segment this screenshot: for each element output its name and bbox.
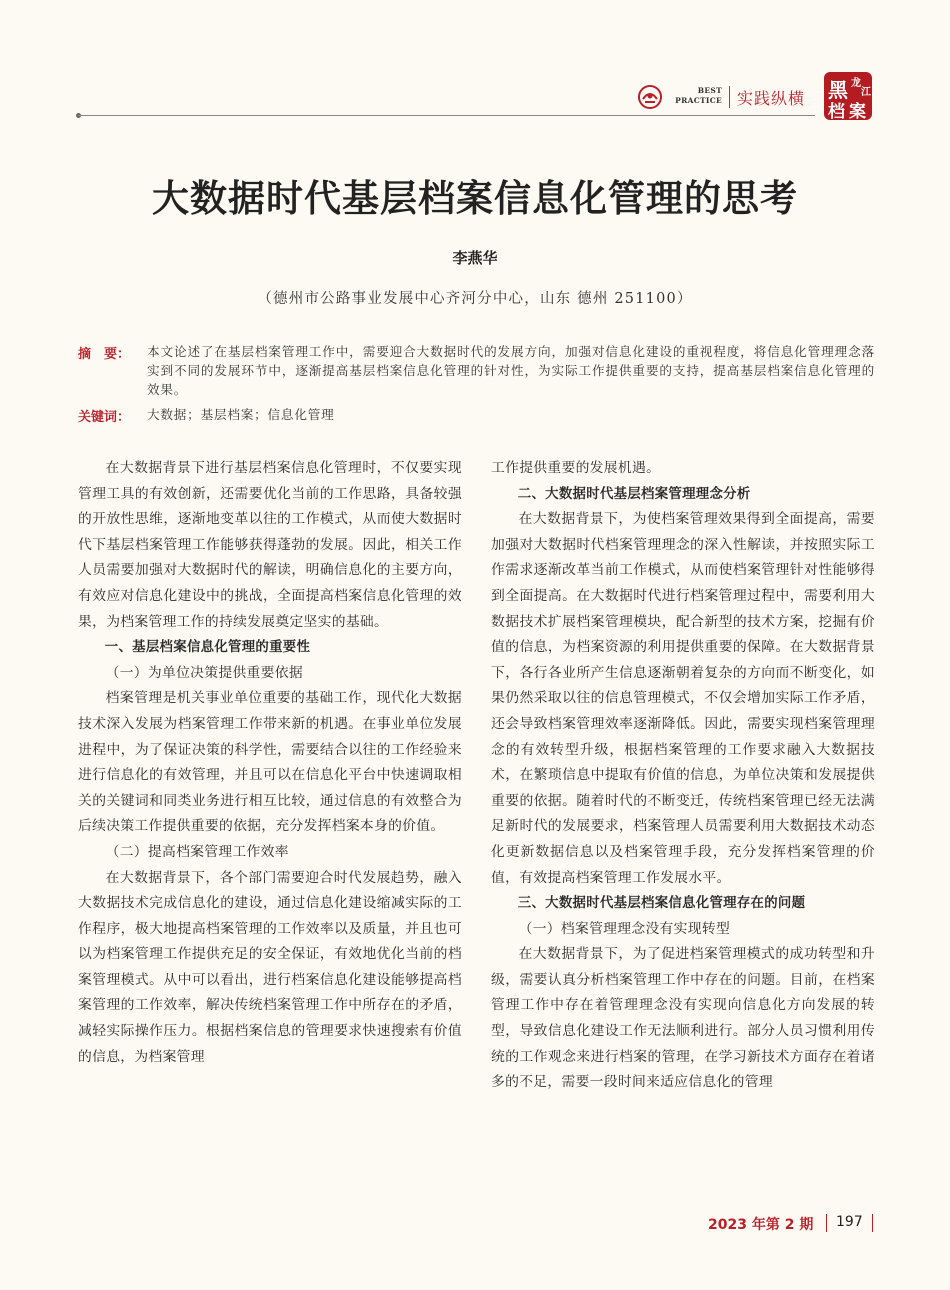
section-name: 实践纵横 (737, 89, 806, 108)
issue-label: 2023 年第 2 期 (708, 1217, 814, 1233)
best-practice-label (668, 86, 722, 106)
paragraph: 在大数据背景下，为使档案管理效果得到全面提高，需要加强对大数据时代档案管理理念的深入性解读，并按照实际工作需求逐渐改革当前工作模式，从而使档案管理针对性能够得到全面提高。在大数据时代进行档案管理过程中，需要利用大数据技术扩展档案管理模块，配合新型的技术方案，挖掘有价值的信息，为档案资源的利用提供重要的保障。在大数据背景下，各行各业所产生信息逐渐朝着复杂的方向而不断变化，如果仍然采取以往的信息管理模式，不仅会增加实际工作矛盾，还会导致档案管理效率逐渐降低。因此，需要实现档案管理理念的有效转型升级，根据档案管理的工作要求融入大数据技术，在繁琐信息中提取有价值的信息，为单位决策和发展提供重要的依据。随着时代的不断变迁，传统档案管理已经无法满足新时代的发展要求，档案管理人员需要利用大数据技术动态化更新数据信息以及档案管理手段，充分发挥档案管理的价值，有效提高档案管理工作发展水平。 (491, 511, 875, 886)
paragraph: 在大数据背景下，为了促进档案管理模式的成功转型和升级，需要认真分析档案管理工作中存在的问题。目前，在档案管理工作中存在着管理理念没有实现向信息化方向发展的转型，导致信息化建设工作无法顺利进行。部分人员习惯利用传统的工作观念来进行档案的管理，在学习新技术方面存在着诸多的不足，需要一段时间来适应信息化的管理 (491, 946, 875, 1091)
subsection-heading: （二）提高档案管理工作效率 (105, 843, 289, 860)
seal-char-2: 龙 (851, 78, 861, 89)
subsection-heading: （一）为单位决策提供重要依据 (105, 664, 303, 681)
author-affiliation: （德州市公路事业发展中心齐河分中心，山东 德州 251100） (257, 291, 693, 307)
best-line: BEST (697, 86, 722, 95)
seal-char-4: 档 (828, 102, 845, 122)
section-divider (729, 86, 730, 108)
keywords-label: 关键词： (78, 410, 131, 425)
abstract-text: 本文论述了在基层档案管理工作中，需要迎合大数据时代的发展方向，加强对信息化建设的重视程度，将信息化管理理念落实到不同的发展环节中，逐渐提高基层档案信息化管理的针对性，为实际工作提供重要的支持，提高基层档案信息化管理的效果。 (147, 344, 875, 397)
subsection-heading: （一）档案管理理念没有实现转型 (518, 920, 731, 937)
journal-seal-logo (824, 72, 872, 120)
body-right-column (491, 456, 875, 1096)
section-heading: 三、大数据时代基层档案信息化管理存在的问题 (517, 896, 806, 912)
page-number: 197 (836, 1214, 863, 1230)
header-rule (78, 115, 815, 116)
footer-divider-end (872, 1214, 873, 1232)
paragraph: 在大数据背景下，各个部门需要迎合时代发展趋势，融入大数据技术完成信息化的建设，通过信息化建设缩减实际的工作程序，极大地提高档案管理的工作效率以及质量，并且也可以为档案管理工作提供充足的安全保证，有效地优化当前的档案管理模式。从中可以看出，进行档案信息化建设能够提高档案管理的工作效率，解决传统档案管理工作中所存在的矛盾，减轻实际操作压力。根据档案信息的管理要求快速搜索有价值的信息，为档案管理 (78, 869, 462, 1065)
author-name: 李燕华 (452, 249, 498, 267)
section-heading: 一、基层档案信息化管理的重要性 (104, 640, 311, 656)
section-heading: 二、大数据时代基层档案管理理念分析 (517, 486, 751, 502)
abstract-label: 摘 要： (78, 347, 131, 362)
body-left-column (78, 456, 462, 1070)
paragraph: 在大数据背景下进行基层档案信息化管理时，不仅要实现管理工具的有效创新，还需要优化当前的工作思路，具备较强的开放性思维，逐渐地变革以往的工作模式，从而使大数据时代下基层档案管理工作能够获得蓬勃的发展。因此，相关工作人员需要加强对大数据时代的解读，明确信息化的主要方向，有效应对信息化建设中的挑战，全面提高档案信息化管理的效果，为档案管理工作的持续发展奠定坚实的基础。 (78, 460, 462, 630)
keywords-text: 大数据；基层档案；信息化管理 (147, 407, 335, 422)
paragraph: 档案管理是机关事业单位重要的基础工作，现代化大数据技术深入发展为档案管理工作带来新的机遇。在事业单位发展进程中，为了保证决策的科学性，需要结合以往的工作经验来进行信息化的有效管理，并且可以在信息化平台中快速调取相关的关键词和同类业务进行相互比较，通过信息的有效整合为后续决策工作提供重要的依据，充分发挥档案本身的价值。 (78, 690, 462, 835)
seal-char-1: 黑 (828, 78, 848, 102)
practice-line: PRACTICE (675, 96, 722, 105)
article-title: 大数据时代基层档案信息化管理的思考 (152, 177, 798, 220)
seal-char-3: 江 (861, 87, 871, 98)
paragraph-continued: 工作提供重要的发展机遇。 (491, 460, 661, 476)
seal-char-5: 案 (849, 102, 866, 122)
footer-divider (826, 1214, 827, 1232)
best-practice-logo-icon (637, 84, 663, 110)
